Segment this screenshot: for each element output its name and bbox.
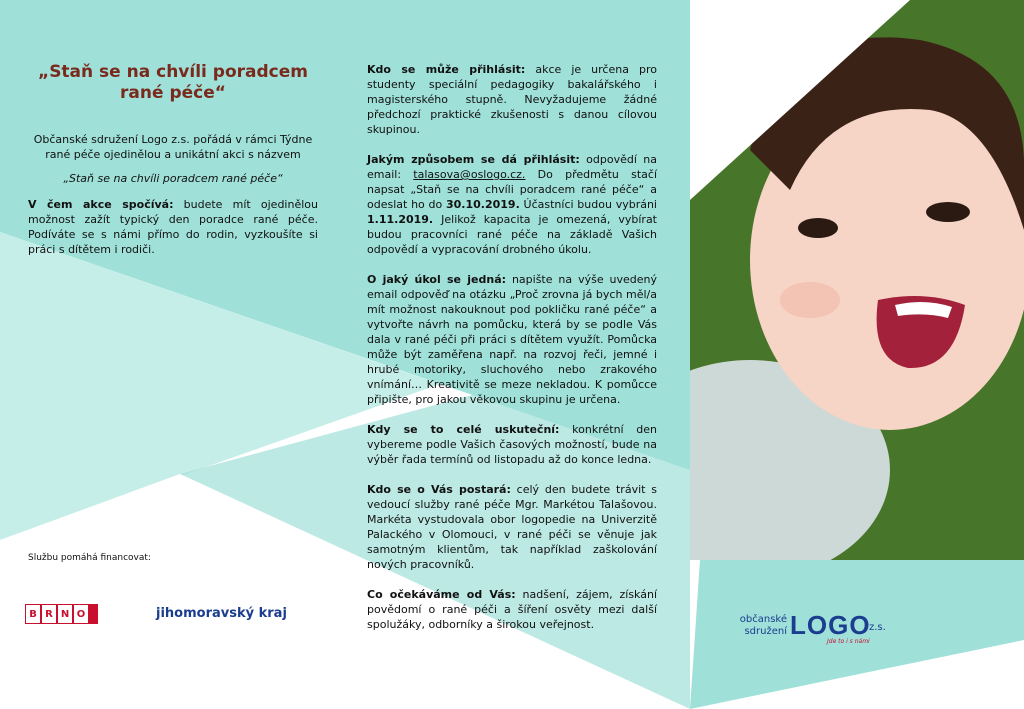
event-description-text: budete mít ojedinělou možnost zažít typický den poradce rané péče. Podíváte se s námi přímo do rodin, vyzkoušíte si práci s dítětem i rodiči. (28, 198, 318, 256)
section-how-text: Do předmětu stačí napsat „Staň se na chvíli poradcem rané péče“ a odeslat ho do (367, 168, 657, 211)
logo-name: LOGO (790, 610, 871, 640)
section-when-text: konkrétní den vybereme podle Vašich časových možností, bude na výběr řada termínů od listopadu až do konce ledna. (367, 423, 658, 466)
jmk-logo: jihomoravský kraj (156, 606, 287, 621)
brno-letter: R (41, 604, 57, 624)
section-who-text: akce je určena pro studenty speciální pedagogiky bakalářského i magisterského stupně. Nevyžadujeme žádné předchozí praktické zkušenosti s danou cílovou skupinou. (367, 63, 657, 136)
logo-suffix: z.s. (869, 622, 886, 633)
section-task (367, 272, 657, 407)
section-care-text: celý den budete trávit s vedoucí služby rané péče Mgr. Markétou Talašovou. Markéta vystudovala obor logopedie na Univerzitě Palackého v Olomouci, v rané péči se věnuje jak samotným klientům, tak například zaškolování nových pracovníků. (367, 483, 657, 571)
section-task-heading: O jaký úkol se jedná: (367, 273, 507, 286)
section-expect (367, 587, 657, 632)
brno-letter: B (25, 604, 41, 624)
section-who-heading: Kdo se může přihlásit: (367, 63, 526, 76)
brno-letter: N (57, 604, 73, 624)
event-description-heading: V čem akce spočívá: (28, 198, 174, 211)
logo-tagline: Jde to i s námi (827, 638, 870, 645)
deadline-date: 30.10.2019. (446, 198, 520, 211)
intro-quote: „Staň se na chvíli poradcem rané péče“ (63, 172, 283, 185)
section-care (367, 482, 657, 572)
section-when (367, 422, 657, 467)
child-photo (690, 0, 1024, 560)
brno-letter: O (73, 604, 89, 624)
section-when-heading: Kdy se to celé uskuteční: (367, 423, 560, 436)
intro-text: Občanské sdružení Logo z.s. pořádá v rámci Týdne rané péče ojedinělou a unikátní akci s názvem (33, 133, 313, 161)
event-description (28, 197, 318, 257)
section-task-text: napište na výše uvedený email odpověď na otázku „Proč zrovna já bych měl/a mít možnost nakouknout pod pokličku rané péče“ a vytvořte návrh na pomůcku, která by se podle Vás dala v rané péči při práci s dítětem využít. Pomůcka může být zaměřena např. na rozvoj řeči, jemné i hrubé motoriky, sluchového nebo zrakového vnímání… Kreativitě se meze nekladou. K pomůcce připište, pro jakou věkovou skupinu je určena. (367, 273, 657, 406)
brno-square-icon (89, 604, 98, 624)
right-text-column (367, 62, 657, 647)
left-column (28, 62, 318, 257)
section-how-text: Účastníci budou vybráni (519, 198, 657, 211)
section-how (367, 152, 657, 257)
logo-line1: občanské (739, 614, 787, 625)
section-who (367, 62, 657, 137)
brno-logo (25, 604, 98, 624)
sponsor-label: Službu pomáhá financovat: (28, 553, 151, 563)
email-link[interactable]: talasova@oslogo.cz. (413, 168, 526, 181)
section-care-heading: Kdo se o Vás postará: (367, 483, 511, 496)
section-how-text: odpovědí na email: (367, 153, 657, 181)
section-expect-text: nadšení, zájem, získání povědomí o rané péči a šíření osvěty mezi další spolužáky, odborníky a širokou veřejnost. (367, 588, 658, 631)
logo-line2: sdružení (744, 626, 787, 637)
logo-text (735, 614, 787, 638)
page-title: „Staň se na chvíli poradcem rané péče“ (38, 62, 308, 103)
section-how-text: Jelikož kapacita je omezená, vybírat budou pracovníci rané péče na základě Vašich odpovědí a vypracování drobného úkolu. (367, 213, 657, 256)
selection-date: 1.11.2019. (367, 213, 434, 226)
section-how-heading: Jakým způsobem se dá přihlásit: (367, 153, 580, 166)
section-expect-heading: Co očekáváme od Vás: (367, 588, 516, 601)
organization-logo (735, 612, 915, 652)
